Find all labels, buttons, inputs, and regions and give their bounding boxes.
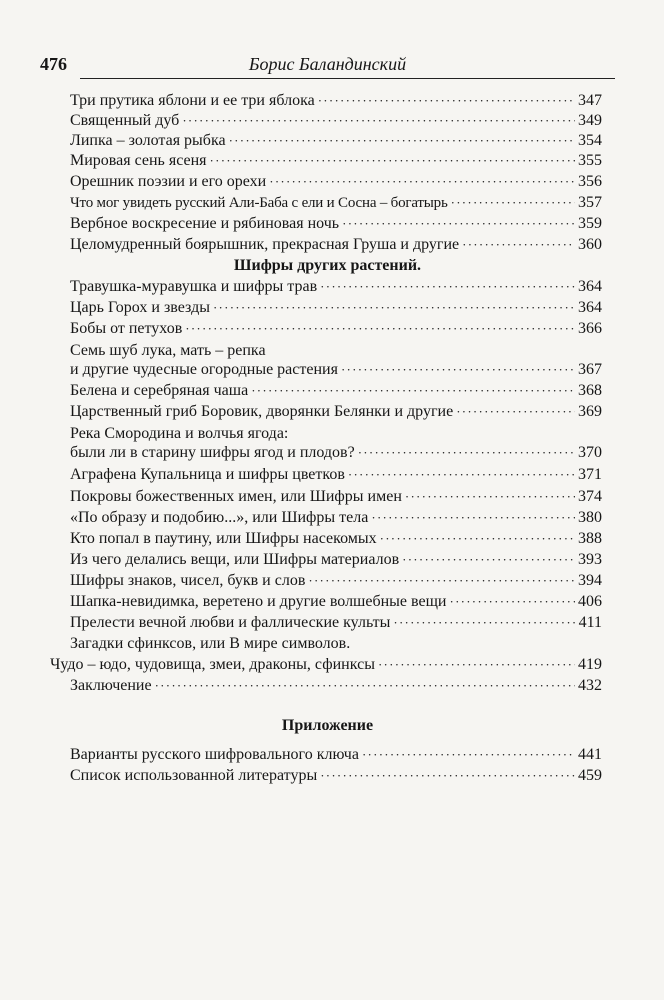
leader-dots	[362, 745, 575, 765]
toc-entry-title: Священный дуб	[70, 112, 180, 129]
leader-dots	[185, 319, 575, 339]
toc-entry	[70, 235, 602, 255]
toc-entry-title: Мировая сень ясеня	[70, 152, 207, 169]
toc-entry-page: 388	[578, 530, 602, 547]
toc-entry-page: 349	[578, 112, 602, 129]
leader-dots	[318, 91, 575, 111]
toc-entry	[70, 319, 602, 339]
toc-entry	[70, 298, 602, 318]
toc-entry	[70, 676, 602, 696]
leader-dots	[378, 655, 575, 675]
toc-entry-title: Покровы божественных имен, или Шифры имен	[70, 488, 402, 505]
leader-dots	[342, 214, 575, 234]
toc-entry	[70, 381, 602, 401]
toc-entry-title: Целомудренный боярышник, прекрасная Груша и другие	[70, 236, 460, 253]
leader-dots	[371, 508, 575, 528]
leader-dots	[402, 550, 575, 570]
leader-dots	[251, 381, 575, 401]
leader-dots	[393, 613, 575, 633]
leader-dots	[320, 277, 575, 297]
toc-entry-title: Шифры знаков, чисел, букв и слов	[70, 572, 306, 589]
leader-dots	[449, 592, 575, 612]
toc-entry-title: Царь Горох и звезды	[70, 299, 210, 316]
toc-entry	[70, 131, 602, 151]
toc-entry	[70, 360, 602, 380]
toc-entry	[70, 592, 602, 612]
toc-entry	[70, 111, 602, 131]
toc-entry	[70, 193, 602, 213]
toc-entry-title: Прелести вечной любви и фаллические культы	[70, 614, 391, 631]
toc-entry-title: Чудо – юдо, чудовища, змеи, драконы, сфинксы	[50, 656, 375, 673]
leader-dots	[358, 443, 575, 463]
toc-entry	[70, 465, 602, 485]
toc-entry-title: Липка – золотая рыбка	[70, 132, 226, 149]
toc-entry-title: Бобы от петухов	[70, 320, 183, 337]
leader-dots	[320, 766, 575, 786]
leader-dots	[380, 529, 575, 549]
toc-entry-title: Три прутика яблони и ее три яблока	[70, 92, 315, 109]
toc-entry-page: 393	[578, 551, 602, 568]
toc-entry-page: 394	[578, 572, 602, 589]
toc-entry-page: 441	[578, 746, 602, 763]
toc-entry-page: 357	[578, 194, 602, 211]
toc-entry-title: Шапка-невидимка, веретено и другие волшебные вещи	[70, 593, 447, 610]
running-title: Борис Баландинский	[248, 54, 407, 74]
toc-entry-page: 419	[578, 656, 602, 673]
toc-entry	[70, 766, 602, 786]
toc-entry-line: Река Смородина и волчья ягода:	[70, 425, 289, 442]
toc-entry-page: 347	[578, 92, 602, 109]
header-rule	[80, 78, 615, 79]
toc-entry-title: Что мог увидеть русский Али-Баба с ели и Сосна – богатырь	[70, 195, 448, 211]
toc-entry	[70, 550, 602, 570]
leader-dots	[341, 360, 575, 380]
toc-entry-page: 354	[578, 132, 602, 149]
leader-dots	[213, 298, 575, 318]
toc-entry-line: Семь шуб лука, мать – репка	[70, 342, 266, 359]
leader-dots	[229, 131, 575, 151]
toc-entry-page: 368	[578, 382, 602, 399]
toc-entry-title: Из чего делались вещи, или Шифры материалов	[70, 551, 400, 568]
toc-entry	[70, 529, 602, 549]
toc-entry-page: 380	[578, 509, 602, 526]
toc-entry	[70, 214, 602, 234]
toc-entry-title: и другие чудесные огородные растения	[70, 361, 338, 378]
toc-entry	[70, 443, 602, 463]
toc-entry-title: Вербное воскресение и рябиновая ночь	[70, 215, 340, 232]
toc-entry-page: 406	[578, 593, 602, 610]
toc-entry-line: Загадки сфинксов, или В мире символов.	[70, 635, 351, 652]
toc-entry-title: были ли в старину шифры ягод и плодов?	[70, 444, 355, 461]
toc-entry-page: 371	[578, 466, 602, 483]
leader-dots	[451, 193, 575, 213]
toc-entry-page: 370	[578, 444, 602, 461]
toc-entry-title: Список использованной литературы	[70, 767, 318, 784]
toc-entry-page: 432	[578, 677, 602, 694]
toc-entry	[70, 508, 602, 528]
toc-entry	[70, 172, 602, 192]
toc-entry-page: 374	[578, 488, 602, 505]
section-heading: Шифры других растений.	[233, 257, 422, 274]
toc-entry	[70, 151, 602, 171]
toc-entry-page: 369	[578, 403, 602, 420]
toc-entry-page: 356	[578, 173, 602, 190]
leader-dots	[308, 571, 575, 591]
toc-entry	[70, 277, 602, 297]
toc-entry-page: 367	[578, 361, 602, 378]
toc-entry-page: 360	[578, 236, 602, 253]
toc-entry-page: 364	[578, 278, 602, 295]
leader-dots	[182, 111, 575, 131]
leader-dots	[405, 487, 575, 507]
leader-dots	[348, 465, 575, 485]
leader-dots	[456, 402, 575, 422]
toc-entry-title: Заключение	[70, 677, 152, 694]
toc-entry	[70, 402, 602, 422]
toc-entry-title: «По образу и подобию...», или Шифры тела	[70, 509, 369, 526]
toc-entry-page: 411	[578, 614, 602, 631]
page-number: 476	[40, 54, 67, 74]
toc-entry-title: Кто попал в паутину, или Шифры насекомых	[70, 530, 377, 547]
toc-entry-title: Орешник поэзии и его орехи	[70, 173, 267, 190]
toc-entry-title: Белена и серебряная чаша	[70, 382, 249, 399]
leader-dots	[155, 676, 575, 696]
toc-entry-page: 355	[578, 152, 602, 169]
toc-entry-title: Травушка-муравушка и шифры трав	[70, 278, 318, 295]
toc-entry-page: 364	[578, 299, 602, 316]
toc-entry	[50, 655, 602, 675]
leader-dots	[210, 151, 575, 171]
toc-entry-title: Аграфена Купальница и шифры цветков	[70, 466, 345, 483]
toc-entry	[70, 571, 602, 591]
toc-entry	[70, 91, 602, 111]
page-header	[40, 54, 615, 80]
toc-entry-page: 459	[578, 767, 602, 784]
toc-entry	[70, 613, 602, 633]
toc-entry-title: Варианты русского шифровального ключа	[70, 746, 359, 763]
toc-entry-page: 366	[578, 320, 602, 337]
toc-entry-title: Царственный гриб Боровик, дворянки Белянки и другие	[70, 403, 454, 420]
toc-entry	[70, 487, 602, 507]
toc-entry	[70, 745, 602, 765]
leader-dots	[462, 235, 575, 255]
leader-dots	[269, 172, 575, 192]
toc-entry-page: 359	[578, 215, 602, 232]
appendix-heading: Приложение	[281, 717, 374, 734]
